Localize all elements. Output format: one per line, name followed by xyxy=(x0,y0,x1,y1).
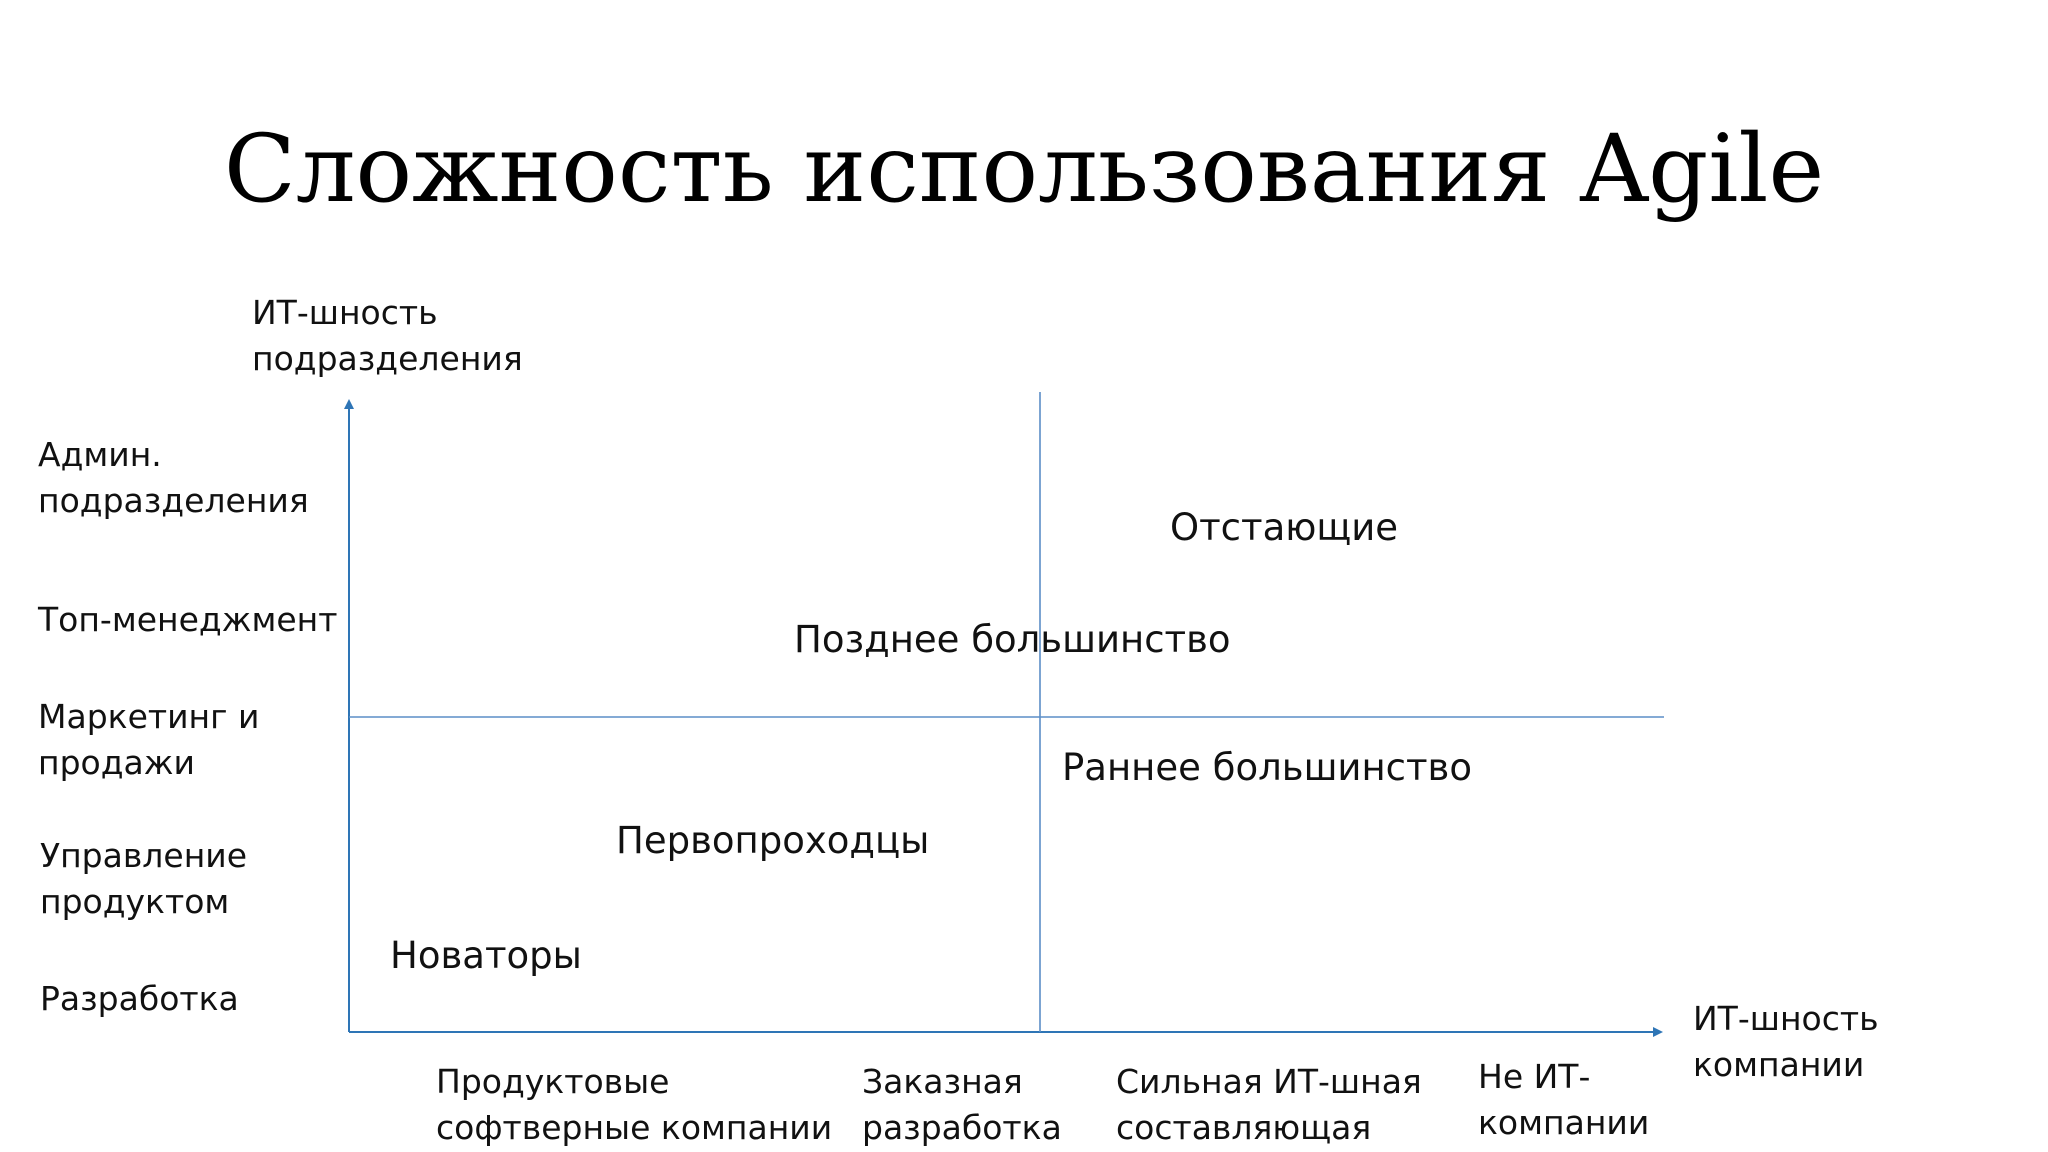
segment-laggards: Отстающие xyxy=(1170,506,1399,549)
x-label-strong-it: Сильная ИТ-шная составляющая xyxy=(1116,1062,1422,1147)
segment-innovators: Новаторы xyxy=(390,934,582,977)
segment-late-majority: Позднее большинство xyxy=(794,618,1231,661)
y-label-product-management: Управление продуктом xyxy=(40,836,248,921)
x-label-custom-development: Заказная разработка xyxy=(862,1062,1062,1147)
x-label-product-software: Продуктовые софтверные компании xyxy=(436,1062,833,1147)
x-axis-title: ИТ-шность компании xyxy=(1693,999,1879,1084)
y-axis-title: ИТ-шность подразделения xyxy=(252,293,523,378)
y-label-marketing-sales: Маркетинг и продажи xyxy=(38,697,260,782)
y-label-admin: Админ. подразделения xyxy=(38,435,309,520)
y-label-top-management: Топ-менеджмент xyxy=(38,600,338,639)
x-label-non-it: Не ИТ- компании xyxy=(1478,1057,1650,1142)
y-label-development: Разработка xyxy=(40,979,239,1018)
segment-early-majority: Раннее большинство xyxy=(1062,746,1472,789)
slide-title: Сложность использования Agile xyxy=(223,115,1825,224)
segment-early-adopters: Первопроходцы xyxy=(616,819,930,862)
